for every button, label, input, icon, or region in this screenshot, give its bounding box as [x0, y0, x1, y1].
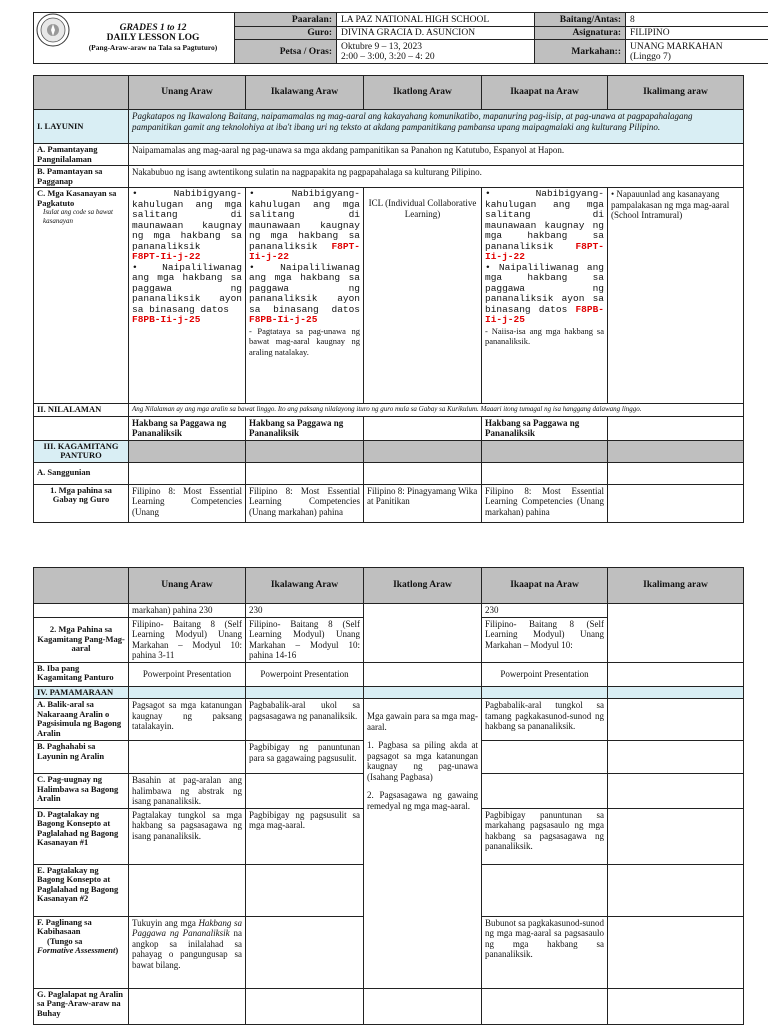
petsa-label: Petsa / Oras:	[235, 40, 337, 64]
asignatura-label: Asignatura:	[535, 27, 626, 40]
gawain-day3-intro: Mga gawain para sa mga mag-aaral.	[367, 711, 478, 732]
paglinang-day1: Tukuyin ang mga Hakbang sa Paggawa ng Pananaliksik na angkop sa inilalahad sa pahayag o pangungusap sa bawat bilang.	[129, 916, 246, 988]
pag-uugnay-label: C. Pag-uugnay ng Halimbawa sa Bagong Aralin	[34, 774, 129, 809]
pagtalakay-1-day2: Pagbibigay ng pagsusulit sa mga mag-aaral.	[246, 808, 364, 864]
pamantayan-pagganap-text: Nakabubuo ng isang awtentikong sulatin na nagpapakita ng pagpapahalaga sa kulturang Pilipino.	[129, 166, 744, 188]
kag-day3	[364, 604, 482, 663]
paghahabi-label: B. Paghahabi sa Layunin ng Aralin	[34, 741, 129, 774]
day2-header-2: Ikalawang Araw	[246, 568, 364, 604]
paglinang-sub2: Formative Assessment)	[37, 946, 125, 956]
kasanayan-day5: • Napauunlad ang kasanayang pampalakasan ng mga mag-aaral (School Intramural)	[608, 188, 744, 404]
nilalaman-note: Ang Nilalaman ay ang mga aralin sa bawat linggo. Ito ang paksang nilalayong ituro ng guro mula sa Gabay sa Kurikulum. Maaari itong tumagal ng isa hanggang dalawang linggo.	[129, 404, 744, 417]
paghahabi-day2: Pagbibigay ng panuntunan para sa gagawaing pagsusulit.	[246, 741, 364, 774]
day-header-3: Ikatlong Araw	[364, 76, 482, 110]
layunin-text: Pagkatapos ng Ikawalong Baitang, naipamamalas ng mag-aaral ang kakayahang komunikatibo, mapanuring pag-iisip, at pag-unawa at pagpapahalagang pampanitikan gamit ang teknolohiya at iba't ibang uri ng teksto at akdang pampanitikang pambansa upang maipagmalaki ang kulturang Pilipino.	[129, 110, 744, 144]
day2-header-5: Ikalimang araw	[608, 568, 744, 604]
kagamitan-label: III. KAGAMITANG PANTURO	[34, 440, 129, 462]
balik-aral-day4: Pagbabalik-aral tungkol sa tamang pagkakasunod-sunod ng hakbang sa pananaliksik.	[482, 699, 608, 741]
kag-day1: Filipino- Baitang 8 (Self Learning Modyul) Unang Markahan – Modyul 10: pahina 3-11	[129, 617, 246, 662]
gawain-day3-item2: 2. Pagsasagawa ng gawaing remedyal ng mga mag-aaral.	[367, 790, 478, 811]
kasanayan-day4-item1: • Nabibigyang-kahulugan ang mga salitang di maunawaan kaugnay ng mga hakbang sa pananaliksik F8PT-Ii-j-22	[485, 189, 604, 263]
petsa-time: 2:00 – 3:00, 3:20 – 4: 20	[341, 52, 530, 62]
kagamitan-day3	[364, 440, 482, 462]
grades-label: GRADES 1 to 12	[76, 23, 230, 33]
kagamitang-pang-mag-aaral-label: 2. Mga Pahina sa Kagamitang Pang-Mag-aaral	[34, 617, 129, 662]
day-header-1: Unang Araw	[129, 76, 246, 110]
day-header-5: Ikalimang araw	[608, 76, 744, 110]
paglinang-sub1: (Tungo sa	[37, 937, 125, 947]
corner-cell	[34, 76, 129, 110]
pamantayan-pagganap-label: B. Pamantayan sa Pagganap	[34, 166, 129, 188]
day2-header-4: Ikaapat na Araw	[482, 568, 608, 604]
kag-day2: Filipino- Baitang 8 (Self Learning Modyul) Unang Markahan – Modyul 10: pahina 14-16	[246, 617, 364, 662]
petsa-value	[337, 40, 535, 64]
kagamitan-day2	[246, 440, 364, 462]
pamantayang-pangnilalaman-label: A. Pamantayang Pangnilalaman	[34, 144, 129, 166]
paglinang-label-cell	[34, 916, 129, 988]
gawain-day3	[364, 699, 482, 989]
petsa-date: Oktubre 9 – 13, 2023	[341, 42, 530, 52]
guro-value: DIVINA GRACIA D. ASUNCION	[337, 27, 535, 40]
layunin-label: I. LAYUNIN	[34, 110, 129, 144]
kasanayan-day4	[482, 188, 608, 404]
kagamitan-day1	[129, 440, 246, 462]
asignatura-value: FILIPINO	[626, 27, 768, 40]
kasanayan-day2-item1: • Nabibigyang-kahulugan ang mga salitang di maunawaan kaugnay ng mga hakbang sa pananaliksik F8PT-Ii-j-22	[249, 189, 360, 263]
kasanayan-day3: ICL (Individual Collaborative Learning)	[364, 188, 482, 404]
lesson-log-table-page2	[33, 567, 744, 1025]
day2-header-3: Ikatlong Araw	[364, 568, 482, 604]
nilalaman-day3	[364, 416, 482, 440]
pamamaraan-label: IV. PAMAMARAAN	[34, 686, 129, 699]
nilalaman-day1: Hakbang sa Paggawa ng Pananaliksik	[129, 416, 246, 440]
baitang-label: Baitang/Antas:	[535, 13, 626, 27]
markahan-quarter: UNANG MARKAHAN	[630, 42, 765, 52]
kasanayan-day1	[129, 188, 246, 404]
paglinang-day4: Bubunot sa pagkakasunod-sunod ng mga mag-aaral sa pagsasaulo ng mga hakbang sa pananaliksik.	[482, 916, 608, 988]
day-header-4: Ikaapat na Araw	[482, 76, 608, 110]
kasanayan-day2-extra: - Pagtataya sa pag-unawa ng bawat mag-aaral kaugnay ng araling natalakay.	[249, 326, 360, 358]
paglinang-label: F. Paglinang sa Kabihasaan	[37, 918, 125, 937]
pag-uugnay-day1: Basahin at pag-aralan ang halimbawa ng abstrak ng isang pananaliksik.	[129, 774, 246, 809]
corner-cell-2	[34, 568, 129, 604]
pahina-gabay-label: 1. Mga pahina sa Gabay ng Guro	[34, 484, 129, 522]
kasanayan-label: C. Mga Kasanayan sa Pagkatuto	[37, 189, 125, 208]
iba-pang-kagamitan-label: B. Iba pang Kagamitang Panturo	[34, 662, 129, 686]
day-header-2: Ikalawang Araw	[246, 76, 364, 110]
balik-aral-day1: Pagsagot sa mga katanungan kaugnay ng paksang tatalakayin.	[129, 699, 246, 741]
pahina-day1: Filipino 8: Most Essential Learning Competencies (Unang	[129, 484, 246, 522]
pagtalakay-2-label: E. Pagtalakay ng Bagong Konsepto at Paglalahad ng Bagong Kasanayan #2	[34, 864, 129, 916]
kagamitan-day5	[608, 440, 744, 462]
pahina-day2: Filipino 8: Most Essential Learning Competencies (Unang markahan) pahina	[246, 484, 364, 522]
kasanayan-day4-extra: - Naiisa-isa ang mga hakbang sa pananaliksik.	[485, 326, 604, 347]
baitang-value: 8	[626, 13, 768, 27]
paaralan-value: LA PAZ NATIONAL HIGH SCHOOL	[337, 13, 535, 27]
gawain-day3-item1: 1. Pagbasa sa piling akda at pagsagot sa mga katanungan kaugnay ng pag-unawa (Isahang Pagbasa)	[367, 740, 478, 782]
kasanayan-day2-item2: • Naipaliliwanag ang mga hakbang sa paggawa ng pananaliksik ayon sa binasang datos F8PB-Ii-j-25	[249, 263, 360, 326]
balik-aral-day2: Pagbabalik-aral ukol sa pagsasagawa ng pananaliksik.	[246, 699, 364, 741]
iba-day2: Powerpoint Presentation	[246, 662, 364, 686]
guro-label: Guro:	[235, 27, 337, 40]
pagtalakay-1-day4: Pagbibigay panuntunan sa markahang pagsasaulo ng mga hakbang sa pagsasagawa ng pananaliksik.	[482, 808, 608, 864]
kasanayan-day1-item1: • Nabibigyang-kahulugan ang mga salitang di maunawaan kaugnay ng mga hakbang sa pananaliksik	[132, 189, 242, 252]
iba-day4: Powerpoint Presentation	[482, 662, 608, 686]
pagtalakay-1-label: D. Pagtalakay ng Bagong Konsepto at Paglalahad ng Bagong Kasanayan #1	[34, 808, 129, 864]
nilalaman-day2: Hakbang sa Paggawa ng Pananaliksik	[246, 416, 364, 440]
dll-title: DAILY LESSON LOG	[76, 33, 230, 43]
kagamitan-day4	[482, 440, 608, 462]
markahan-week: (Linggo 7)	[630, 52, 765, 62]
paaralan-label: Paaralan:	[235, 13, 337, 27]
kag-day4: Filipino- Baitang 8 (Self Learning Modyul) Unang Markahan – Modyul 10:	[482, 617, 608, 662]
kag-day5	[608, 604, 744, 663]
cont-day2: 230	[246, 604, 364, 618]
markahan-label: Markahan::	[535, 40, 626, 64]
kasanayan-sub: Isulat ang code sa bawat kasanayan	[37, 208, 125, 226]
nilalaman-label: II. NILALAMAN	[34, 404, 129, 417]
day2-header-1: Unang Araw	[129, 568, 246, 604]
cont-day1: markahan) pahina 230	[129, 604, 246, 618]
pahina-day5	[608, 484, 744, 522]
kasanayan-day1-code2: F8PB-Ii-j-25	[132, 315, 242, 326]
balik-aral-label: A. Balik-aral sa Nakaraang Aralin o Pagsisimula ng Bagong Aralin	[34, 699, 129, 741]
pahina-day3: Filipino 8: Pinagyamang Wika at Panitikan	[364, 484, 482, 522]
pahina-day4: Filipino 8: Most Essential Learning Competencies (Unang markahan) pahina	[482, 484, 608, 522]
nilalaman-day4: Hakbang sa Paggawa ng Pananaliksik	[482, 416, 608, 440]
markahan-value	[626, 40, 768, 64]
pamantayang-pangnilalaman-text: Naipamamalas ang mag-aaral ng pag-unawa sa mga akdang pampanitikan sa Panahon ng Katutubo, Espanyol at Hapon.	[129, 144, 744, 166]
dll-subtitle: (Pang-Araw-araw na Tala sa Pagtuturo)	[76, 43, 230, 53]
kasanayan-day2	[246, 188, 364, 404]
iba-day1: Powerpoint Presentation	[129, 662, 246, 686]
kasanayan-day1-item2: • Naipaliliwanag ang mga hakbang sa paggawa ng pananaliksik ayon sa binasang datos	[132, 263, 242, 316]
header-title-block	[34, 13, 235, 64]
lesson-log-table-page1	[33, 75, 744, 523]
nilalaman-day5	[608, 416, 744, 440]
kasanayan-day1-code1: F8PT-Ii-j-22	[132, 252, 242, 263]
sanggunian-label: A. Sanggunian	[34, 462, 129, 484]
cont-day4: 230	[482, 604, 608, 618]
nilalaman-label-empty	[34, 416, 129, 440]
kasanayan-day4-item2: • Naipaliliwanag ang mga hakbang sa paggawa ng pananaliksik ayon sa binasang datos F8PB-Ii-j-25	[485, 263, 604, 326]
paglalapat-label: G. Paglalapat ng Aralin sa Pang-Araw-araw na Buhay	[34, 988, 129, 1024]
header-table	[33, 12, 768, 64]
kasanayan-label-cell	[34, 188, 129, 404]
pagtalakay-1-day1: Pagtalakay tungkol sa mga hakbang sa pagsasagawa ng isang pananaliksik.	[129, 808, 246, 864]
